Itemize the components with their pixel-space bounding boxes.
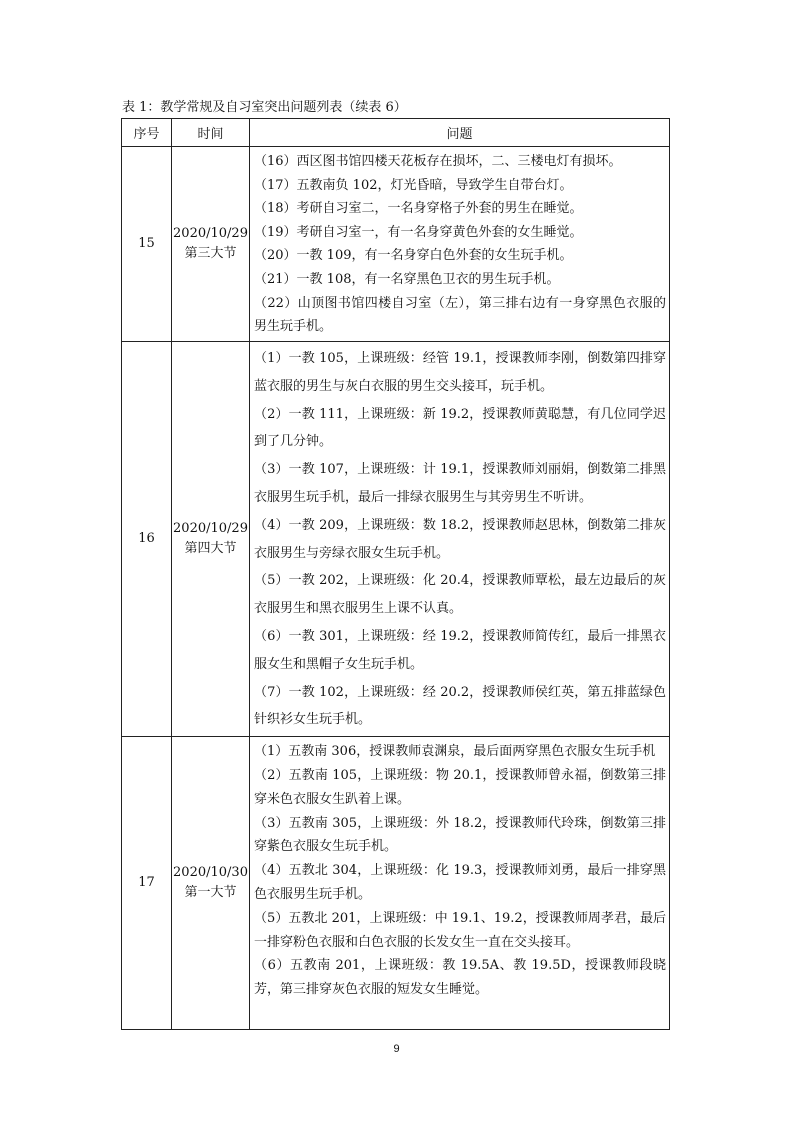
issue-item: （6）一教 301，上课班级：经 19.2，授课教师简传红，最后一排黑衣服女生和黑帽子女生玩手机。 (254, 628, 666, 672)
issue-item: （2）五教南 105，上课班级：物 20.1，授课教师曾永福，倒数第三排穿米色衣服女生趴着上课。 (254, 767, 666, 807)
row-issues (250, 737, 670, 1030)
row-seq: 15 (122, 147, 172, 342)
row-seq: 16 (122, 342, 172, 737)
issue-item: （20）一教 109，有一名身穿白色外套的女生玩手机。 (254, 248, 573, 264)
row-issues (250, 342, 670, 737)
issue-item: （19）考研自习室一，有一名身穿黄色外套的女生睡觉。 (254, 224, 583, 240)
issue-item: （5）一教 202，上课班级：化 20.4，授课教师覃松，最左边最后的灰衣服男生和黑衣服男生上课不认真。 (254, 573, 666, 617)
row-time (172, 147, 250, 342)
issue-item: （4）五教北 304，上课班级：化 19.3，授课教师刘勇，最后一排穿黑色衣服男生玩手机。 (254, 863, 666, 902)
row-seq: 17 (122, 737, 172, 1030)
header-issue: 问题 (250, 119, 670, 147)
table-caption: 表 1：教学常规及自习室突出问题列表（续表 6） (122, 100, 407, 115)
row-time (172, 342, 250, 737)
issue-item: （3）一教 107，上课班级：计 19.1，授课教师刘丽娟，倒数第二排黑衣服男生玩手机，最后一排绿衣服男生与其旁男生不听讲。 (254, 462, 666, 505)
header-seq: 序号 (122, 119, 172, 147)
issue-item: （2）一教 111，上课班级：新 19.2，授课教师黄聪慧，有几位同学迟到了几分钟。 (254, 406, 666, 450)
table-row (122, 737, 670, 1030)
issue-item: （6）五教南 201，上课班级：教 19.5A、教 19.5D，授课教师段晓芳，第三排穿灰色衣服的短发女生睡觉。 (254, 958, 666, 998)
issue-item: （7）一教 102，上课班级：经 20.2，授课教师侯红英，第五排蓝绿色针织衫女生玩手机。 (254, 684, 666, 728)
row-time (172, 737, 250, 1030)
issue-item: （21）一教 108，有一名穿黑色卫衣的男生玩手机。 (254, 271, 560, 287)
row-date: 2020/10/29 (173, 521, 248, 537)
row-date: 2020/10/30 (173, 865, 248, 881)
row-period: 第四大节 (184, 541, 237, 557)
row-date: 2020/10/29 (173, 226, 248, 241)
issue-item: （5）五教北 201，上课班级：中 19.1、19.2，授课教师周孝君，最后一排穿粉色衣服和白色衣服的长发女生一直在交头接耳。 (254, 910, 666, 950)
table-row (122, 147, 670, 342)
issues-table (121, 118, 670, 1030)
issue-item: （22）山顶图书馆四楼自习室（左），第三排右边有一身穿黑色衣服的男生玩手机。 (254, 295, 666, 335)
issue-item: （4）一教 209，上课班级：数 18.2，授课教师赵思林，倒数第二排灰衣服男生与旁绿衣服女生玩手机。 (254, 517, 666, 561)
issue-item: （1）五教南 306，授课教师袁渊泉，最后面两穿黑色衣服女生玩手机 (254, 744, 656, 760)
issue-item: （18）考研自习室二，一名身穿格子外套的男生在睡觉。 (254, 201, 583, 217)
row-period: 第三大节 (184, 246, 237, 261)
issue-item: （1）一教 105，上课班级：经管 19.1，授课教师李刚，倒数第四排穿蓝衣服的男生与灰白衣服的男生交头接耳，玩手机。 (254, 351, 666, 394)
table-row (122, 342, 670, 737)
row-period: 第一大节 (184, 885, 237, 901)
issue-item: （16）西区图书馆四楼天花板存在损坏，二、三楼电灯有损坏。 (254, 154, 622, 169)
page-number: 9 (393, 1043, 400, 1055)
row-issues (250, 147, 670, 342)
table-header-row (122, 119, 670, 147)
header-time: 时间 (172, 119, 250, 147)
issue-item: （17）五教南负 102，灯光昏暗，导致学生自带台灯。 (254, 177, 573, 193)
issue-item: （3）五教南 305，上课班级：外 18.2，授课教师代玲珠，倒数第三排穿紫色衣服女生玩手机。 (254, 815, 666, 855)
